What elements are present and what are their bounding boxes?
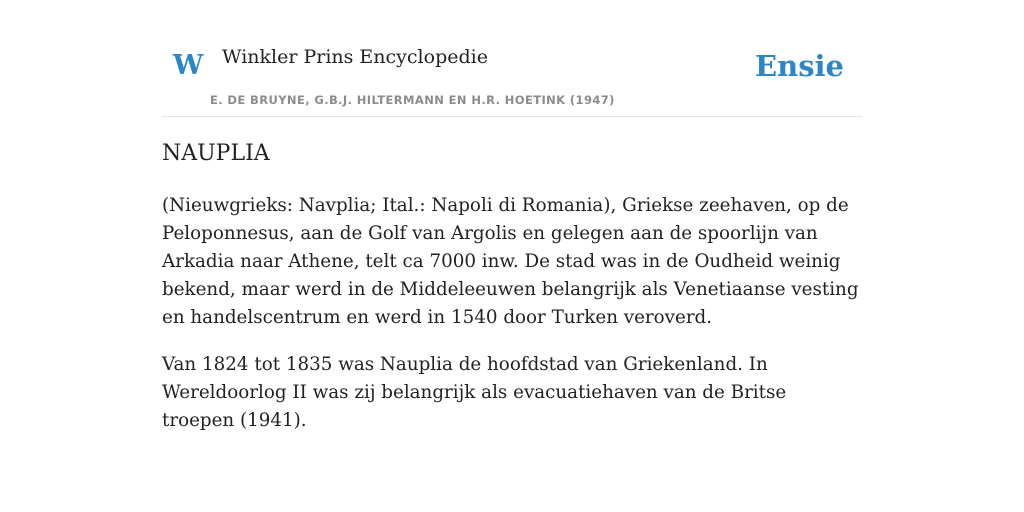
source-header bbox=[162, 0, 862, 117]
source-authors: E. DE BRUYNE, G.B.J. HILTERMANN EN H.R. HOETINK (1947) bbox=[210, 93, 615, 107]
article-body bbox=[162, 192, 862, 454]
article-paragraph-1: (Nieuwgrieks: Navplia; Ital.: Napoli di Romania), Griekse zeehaven, op de Peloponnesus, aan de Golf van Argolis en gelegen aan de spoorlijn van Arkadia naar Athene, telt ca 7000 inw. De stad was in de Oudheid weinig bekend, maar werd in de Middeleeuwen belangrijk als Venetiaanse vesting en handelscentrum en werd in 1540 door Turken veroverd. bbox=[162, 195, 859, 328]
source-logo[interactable]: W bbox=[173, 50, 204, 81]
source-title[interactable]: Winkler Prins Encyclopedie bbox=[222, 46, 488, 68]
article-paragraph-2: Van 1824 tot 1835 was Nauplia de hoofdstad van Griekenland. In Wereldoorlog II was zij belangrijk als evacuatiehaven van de Britse troepen (1941). bbox=[162, 354, 787, 431]
article-title: NAUPLIA bbox=[162, 141, 270, 166]
brand-logo[interactable]: Ensie bbox=[755, 49, 844, 83]
